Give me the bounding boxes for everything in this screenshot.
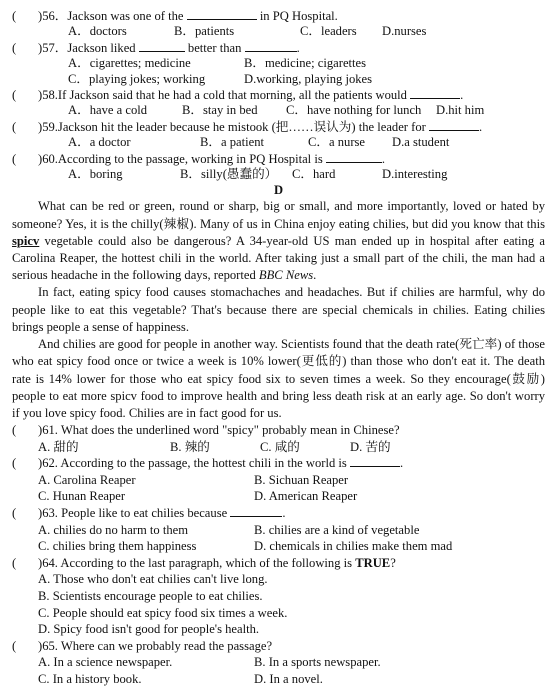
question-stem-end: in PQ Hospital. xyxy=(259,9,338,23)
option-c[interactable]: C．a nurse xyxy=(308,135,366,150)
answer-bracket[interactable]: ( xyxy=(12,456,17,471)
option-b[interactable]: B. Sichuan Reaper xyxy=(254,472,349,487)
passage-text: What can be red or green, round or sharp, big or small, and more importantly, loved or hated by someone? Yes, it is the chilly(辣椒). Many of us in China enjoy eating chilies, but did you know that this xyxy=(12,199,545,231)
news-source: BBC News xyxy=(258,268,314,283)
question-stem-end: . xyxy=(479,119,483,134)
option-a[interactable]: A. chilies do no harm to them xyxy=(38,522,189,537)
option-c[interactable]: C．playing jokes; working xyxy=(68,71,206,86)
options-63-row1 xyxy=(12,522,545,539)
passage-text: vegetable could also be dangerous? A 34-year-old US man ended up in hospital after eating a Carolina Reaper, the hottest chili in the world. After taking just a small part of the chili, the man had a serious headache in the following days, reported xyxy=(12,233,545,283)
option-b[interactable]: B. 辣的 xyxy=(170,439,210,454)
option-a[interactable]: A. Those who don't eat chilies can't live long. xyxy=(38,572,268,587)
option-d[interactable]: D. chemicals in chilies make them mad xyxy=(254,539,453,554)
option-d[interactable]: D. In a novel. xyxy=(254,672,323,687)
question-58 xyxy=(12,87,545,103)
question-stem: )56．Jackson was one of the xyxy=(38,9,184,23)
answer-bracket[interactable]: ( xyxy=(12,506,17,521)
answer-bracket[interactable]: ( xyxy=(12,119,17,134)
option-b[interactable]: B．stay in bed xyxy=(182,103,258,118)
option-c[interactable]: C．leaders xyxy=(300,24,357,39)
option-d[interactable]: D.interesting xyxy=(382,167,448,182)
answer-bracket[interactable]: ( xyxy=(12,555,17,570)
passage-text: And chilies are good for people in another way. Scientists found that the death rate(死亡率) of those who eat spicy food once or twice a week is 10% lower(更低的) than those who don't eat it. The death rate is 14% lower for those who eat spicy food six to seven times a week. So they encourage(鼓励) people to eat more spicv food to improve health and bring less death risk at an early age. So don't worry if you love spicy food. Chilies are in fact good for us. xyxy=(12,337,545,420)
question-stem-end: . xyxy=(381,151,386,166)
option-c[interactable]: C. 咸的 xyxy=(260,439,300,454)
option-b[interactable]: B．a patient xyxy=(200,135,265,150)
question-64 xyxy=(12,555,545,572)
option-d[interactable]: D. American Reaper xyxy=(254,489,358,504)
answer-blank[interactable] xyxy=(187,8,257,20)
option-a-row xyxy=(12,571,545,588)
option-c[interactable]: C．have nothing for lunch xyxy=(286,103,422,118)
option-d[interactable]: D. Spicy food isn't good for people's health. xyxy=(38,622,260,637)
answer-bracket[interactable]: ( xyxy=(12,151,17,166)
passage-paragraph-2 xyxy=(12,284,545,336)
option-a[interactable]: A．cigarettes; medicine xyxy=(68,56,191,71)
option-d[interactable]: D.nurses xyxy=(382,24,427,39)
option-b[interactable]: B. In a sports newspaper. xyxy=(254,655,381,670)
option-c[interactable]: C. In a history book. xyxy=(38,672,142,687)
answer-bracket[interactable]: ( xyxy=(12,88,17,103)
option-d-row xyxy=(12,621,545,638)
option-b[interactable]: B．patients xyxy=(174,24,235,39)
question-57 xyxy=(12,40,545,56)
option-a[interactable]: A．a doctor xyxy=(68,135,131,150)
passage-text: In fact, eating spicy food causes stomachaches and headaches. But if chilies are harmful, why do people like to eat this vegetable? That's because there are special chemicals in chilies. Eating chilies brings people a sense of happiness. xyxy=(12,285,545,334)
options-57-row1 xyxy=(12,56,545,71)
question-60 xyxy=(12,151,545,167)
option-b[interactable]: B. Scientists encourage people to eat chilies. xyxy=(38,589,263,604)
question-stem: )61. What does the underlined word "spicy" probably mean in Chinese? xyxy=(38,423,400,438)
option-a[interactable]: A. Carolina Reaper xyxy=(38,472,136,487)
underlined-word-spicy: spicv xyxy=(12,233,40,248)
question-stem: )60.According to the passage, working in PQ Hospital is xyxy=(38,151,323,166)
options-65-row1 xyxy=(12,654,545,671)
question-stem: )57．Jackson liked xyxy=(38,40,136,55)
answer-blank[interactable] xyxy=(230,505,282,517)
options-62-row2 xyxy=(12,488,545,505)
option-c-row xyxy=(12,605,545,622)
answer-bracket[interactable]: ( xyxy=(12,638,17,653)
question-62 xyxy=(12,455,545,472)
question-stem-end: ? xyxy=(390,555,396,570)
option-a[interactable]: A．doctors xyxy=(68,24,127,39)
options-61 xyxy=(12,439,545,456)
option-c[interactable]: C. Hunan Reaper xyxy=(38,489,126,504)
question-stem: )62. According to the passage, the hottest chili in the world is xyxy=(38,456,347,471)
options-65-row2 xyxy=(12,671,545,688)
passage-text: . xyxy=(313,268,317,283)
question-stem-emphasis: TRUE xyxy=(355,555,391,570)
question-stem-mid: better than xyxy=(187,40,242,55)
question-stem: )59.Jackson hit the leader because he mistook (把……误认为) the leader for xyxy=(38,119,426,134)
answer-blank[interactable] xyxy=(139,40,185,52)
option-b[interactable]: B. chilies are a kind of vegetable xyxy=(254,522,420,537)
question-stem-end: . xyxy=(460,88,464,103)
answer-blank[interactable] xyxy=(429,119,479,131)
passage-paragraph-3 xyxy=(12,336,545,422)
question-56 xyxy=(12,8,545,24)
option-d[interactable]: D.working, playing jokes xyxy=(244,71,373,86)
question-stem: )58.If Jackson said that he had a cold that morning, all the patients would xyxy=(38,88,407,103)
answer-blank[interactable] xyxy=(245,40,297,52)
answer-bracket[interactable]: ( xyxy=(12,40,17,55)
option-a[interactable]: A. 甜的 xyxy=(38,439,79,454)
question-63 xyxy=(12,505,545,522)
answer-bracket[interactable]: ( xyxy=(12,423,17,438)
options-58 xyxy=(12,103,545,118)
options-63-row2 xyxy=(12,538,545,555)
option-d[interactable]: D.hit him xyxy=(436,103,485,118)
question-61 xyxy=(12,422,545,439)
question-stem: )63. People like to eat chilies because xyxy=(38,506,228,521)
question-stem: )65. Where can we probably read the passage? xyxy=(38,638,273,653)
answer-blank[interactable] xyxy=(410,87,460,99)
options-56 xyxy=(12,24,545,39)
option-a[interactable]: A. In a science newspaper. xyxy=(38,655,173,670)
question-stem: )64. According to the last paragraph, which of the following is xyxy=(38,555,356,570)
options-57-row2 xyxy=(12,72,545,87)
option-b[interactable]: B．silly(愚蠢的） xyxy=(180,167,278,182)
option-c[interactable]: C. People should eat spicy food six times a week. xyxy=(38,605,288,620)
question-59 xyxy=(12,119,545,135)
section-label: D xyxy=(273,183,284,198)
option-a[interactable]: A．boring xyxy=(68,167,123,182)
question-stem-end: . xyxy=(296,40,300,55)
option-c[interactable]: C．hard xyxy=(292,167,336,182)
question-65 xyxy=(12,638,545,655)
answer-blank[interactable] xyxy=(326,151,382,163)
options-62-row1 xyxy=(12,472,545,489)
passage-paragraph-1 xyxy=(12,198,545,284)
options-60 xyxy=(12,167,545,182)
answer-bracket[interactable]: ( xyxy=(12,9,17,23)
option-a[interactable]: A．have a cold xyxy=(68,103,148,118)
options-59 xyxy=(12,135,545,150)
question-stem-end: . xyxy=(282,506,286,521)
option-d[interactable]: D. 苦的 xyxy=(350,439,391,454)
option-b[interactable]: B．medicine; cigarettes xyxy=(244,56,367,71)
option-c[interactable]: C. chilies bring them happiness xyxy=(38,539,197,554)
question-stem-end: . xyxy=(400,456,404,471)
option-b-row xyxy=(12,588,545,605)
answer-blank[interactable] xyxy=(350,455,400,467)
option-d[interactable]: D.a student xyxy=(392,135,450,150)
